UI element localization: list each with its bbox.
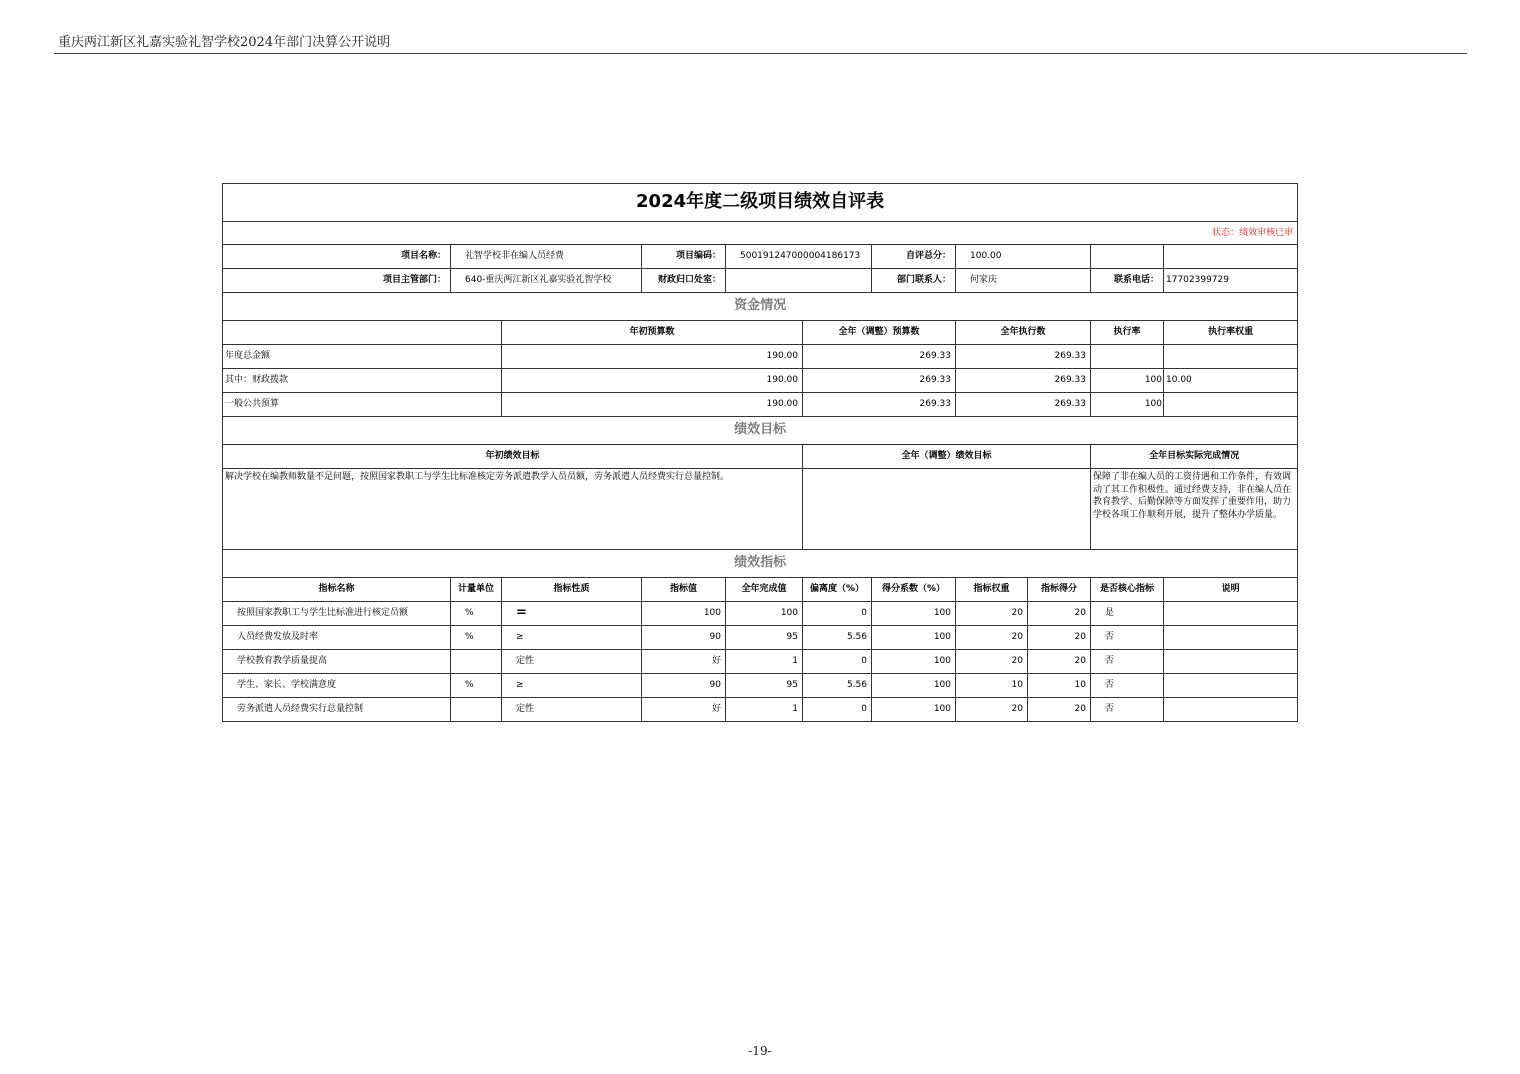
indicator-header: 指标得分: [1028, 578, 1091, 602]
indicator-core: 是: [1091, 602, 1164, 626]
funds-executed: 269.33: [956, 369, 1091, 393]
indicator-name: 学校教育教学质量提高: [223, 650, 451, 674]
dept-label: 项目主管部门：: [223, 269, 451, 293]
indicator-note: [1164, 674, 1298, 698]
indicator-header: 计量单位: [451, 578, 502, 602]
indicator-coef: 100: [872, 602, 956, 626]
goal-adjusted-text: [803, 469, 1091, 550]
dept-value: 640-重庆两江新区礼嘉实验礼智学校: [451, 269, 642, 293]
page-number: -19-: [748, 1044, 772, 1058]
funds-rate: [1091, 345, 1164, 369]
funds-adjusted: 269.33: [803, 393, 956, 417]
indicator-nature: ≥: [502, 626, 642, 650]
indicator-unit: %: [451, 674, 502, 698]
total-score-value: 100.00: [956, 245, 1091, 269]
funds-weight: [1164, 393, 1298, 417]
indicator-score: 10: [1028, 674, 1091, 698]
indicator-nature: 定性: [502, 698, 642, 722]
goals-header-row: [223, 445, 1298, 469]
funds-row-name: 年度总金额: [223, 345, 502, 369]
funds-header-row: [223, 321, 1298, 345]
indicator-header: 说明: [1164, 578, 1298, 602]
indicator-unit: %: [451, 602, 502, 626]
goals-header-adjusted: 全年（调整）绩效目标: [803, 445, 1091, 469]
phone-value: 17702399729: [1164, 269, 1298, 293]
empty-cell: [1164, 245, 1298, 269]
indicator-actual: 1: [726, 650, 803, 674]
funds-initial: 190.00: [502, 345, 803, 369]
indicator-header: 指标值: [642, 578, 726, 602]
funds-rate: 100: [1091, 393, 1164, 417]
contact-value: 何家庆: [956, 269, 1091, 293]
table-row: [223, 698, 1298, 722]
indicator-weight: 10: [956, 674, 1028, 698]
indicator-core: 否: [1091, 650, 1164, 674]
indicator-score: 20: [1028, 602, 1091, 626]
indicator-core: 否: [1091, 626, 1164, 650]
indicator-deviation: 0: [803, 650, 872, 674]
funds-initial: 190.00: [502, 369, 803, 393]
header-rule: [54, 53, 1467, 54]
indicator-actual: 1: [726, 698, 803, 722]
indicator-target: 90: [642, 626, 726, 650]
funds-row-name: 其中：财政拨款: [223, 369, 502, 393]
indicator-actual: 100: [726, 602, 803, 626]
indicator-unit: [451, 698, 502, 722]
form-title: 2024年度二级项目绩效自评表: [223, 184, 1298, 222]
indicator-actual: 95: [726, 674, 803, 698]
indicator-header: 是否核心指标: [1091, 578, 1164, 602]
empty-cell: [1091, 245, 1164, 269]
project-code-label: 项目编码：: [642, 245, 726, 269]
indicator-weight: 20: [956, 698, 1028, 722]
goals-section-title: 绩效目标: [223, 417, 1298, 445]
table-row: [223, 345, 1298, 369]
project-code-value: 500191247000004186173: [726, 245, 872, 269]
indicator-header: 指标名称: [223, 578, 451, 602]
indicator-name: 人员经费发放及时率: [223, 626, 451, 650]
indicator-deviation: 5.56: [803, 626, 872, 650]
indicator-header: 指标权重: [956, 578, 1028, 602]
indicator-deviation: 0: [803, 602, 872, 626]
goal-initial-text: 解决学校在编教师数量不足问题，按照国家教职工与学生比标准核定劳务派遣教学人员员额，劳务派遣人员经费实行总量控制。: [223, 469, 803, 550]
funds-adjusted: 269.33: [803, 345, 956, 369]
funds-header: 全年执行数: [956, 321, 1091, 345]
indicator-note: [1164, 650, 1298, 674]
indicator-target: 好: [642, 698, 726, 722]
indicator-header: 指标性质: [502, 578, 642, 602]
funds-weight: [1164, 345, 1298, 369]
indicator-score: 20: [1028, 626, 1091, 650]
funds-header: 年初预算数: [502, 321, 803, 345]
indicator-unit: [451, 650, 502, 674]
table-row: [223, 602, 1298, 626]
indicator-target: 100: [642, 602, 726, 626]
indicator-coef: 100: [872, 650, 956, 674]
table-row: [223, 369, 1298, 393]
indicator-actual: 95: [726, 626, 803, 650]
total-score-label: 自评总分：: [872, 245, 956, 269]
indicators-section-title: 绩效指标: [223, 550, 1298, 578]
project-name-label: 项目名称：: [223, 245, 451, 269]
info-row-2: [223, 269, 1298, 293]
funds-adjusted: 269.33: [803, 369, 956, 393]
info-row-1: [223, 245, 1298, 269]
goals-content-row: [223, 469, 1298, 550]
goals-header-actual: 全年目标实际完成情况: [1091, 445, 1298, 469]
indicator-nature: 定性: [502, 650, 642, 674]
indicator-weight: 20: [956, 650, 1028, 674]
indicator-weight: 20: [956, 626, 1028, 650]
table-row: [223, 626, 1298, 650]
project-name-value: 礼智学校非在编人员经费: [451, 245, 642, 269]
performance-evaluation-table: [222, 183, 1298, 722]
indicator-deviation: 0: [803, 698, 872, 722]
page-header: 重庆两江新区礼嘉实验礼智学校2024年部门决算公开说明: [58, 35, 391, 50]
funds-header: 全年（调整）预算数: [803, 321, 956, 345]
indicator-unit: %: [451, 626, 502, 650]
indicator-name: 学生、家长、学校满意度: [223, 674, 451, 698]
funds-section-title: 资金情况: [223, 293, 1298, 321]
funds-executed: 269.33: [956, 345, 1091, 369]
indicator-nature: =: [502, 602, 642, 626]
funds-header: 执行率: [1091, 321, 1164, 345]
indicator-note: [1164, 602, 1298, 626]
funds-executed: 269.33: [956, 393, 1091, 417]
funds-row-name: 一般公共预算: [223, 393, 502, 417]
table-row: [223, 674, 1298, 698]
indicators-header-row: [223, 578, 1298, 602]
indicator-core: 否: [1091, 674, 1164, 698]
table-row: [223, 650, 1298, 674]
empty-cell: [223, 321, 502, 345]
goal-actual-text: 保障了非在编人员的工资待遇和工作条件，有效调动了其工作积极性。通过经费支持，非在编人员在教育教学、后勤保障等方面发挥了重要作用，助力学校各项工作顺利开展，提升了整体办学质量。: [1091, 469, 1298, 550]
indicator-score: 20: [1028, 698, 1091, 722]
indicator-header: 得分系数（%）: [872, 578, 956, 602]
funds-header: 执行率权重: [1164, 321, 1298, 345]
funds-initial: 190.00: [502, 393, 803, 417]
indicator-coef: 100: [872, 698, 956, 722]
indicator-deviation: 5.56: [803, 674, 872, 698]
goals-header-initial: 年初绩效目标: [223, 445, 803, 469]
indicator-score: 20: [1028, 650, 1091, 674]
indicator-name: 劳务派遣人员经费实行总量控制: [223, 698, 451, 722]
indicator-header: 全年完成值: [726, 578, 803, 602]
indicator-nature: ≥: [502, 674, 642, 698]
indicator-note: [1164, 698, 1298, 722]
indicator-name: 按照国家教职工与学生比标准进行核定员额: [223, 602, 451, 626]
indicator-target: 好: [642, 650, 726, 674]
indicator-target: 90: [642, 674, 726, 698]
funds-rate: 100: [1091, 369, 1164, 393]
status-badge: 状态：绩效审核已审: [223, 222, 1298, 245]
indicator-coef: 100: [872, 626, 956, 650]
table-row: [223, 393, 1298, 417]
finance-office-label: 财政归口处室：: [642, 269, 726, 293]
indicator-note: [1164, 626, 1298, 650]
phone-label: 联系电话：: [1091, 269, 1164, 293]
indicator-core: 否: [1091, 698, 1164, 722]
finance-office-value: [726, 269, 872, 293]
indicator-weight: 20: [956, 602, 1028, 626]
indicator-coef: 100: [872, 674, 956, 698]
funds-weight: 10.00: [1164, 369, 1298, 393]
contact-label: 部门联系人：: [872, 269, 956, 293]
indicator-header: 偏离度（%）: [803, 578, 872, 602]
